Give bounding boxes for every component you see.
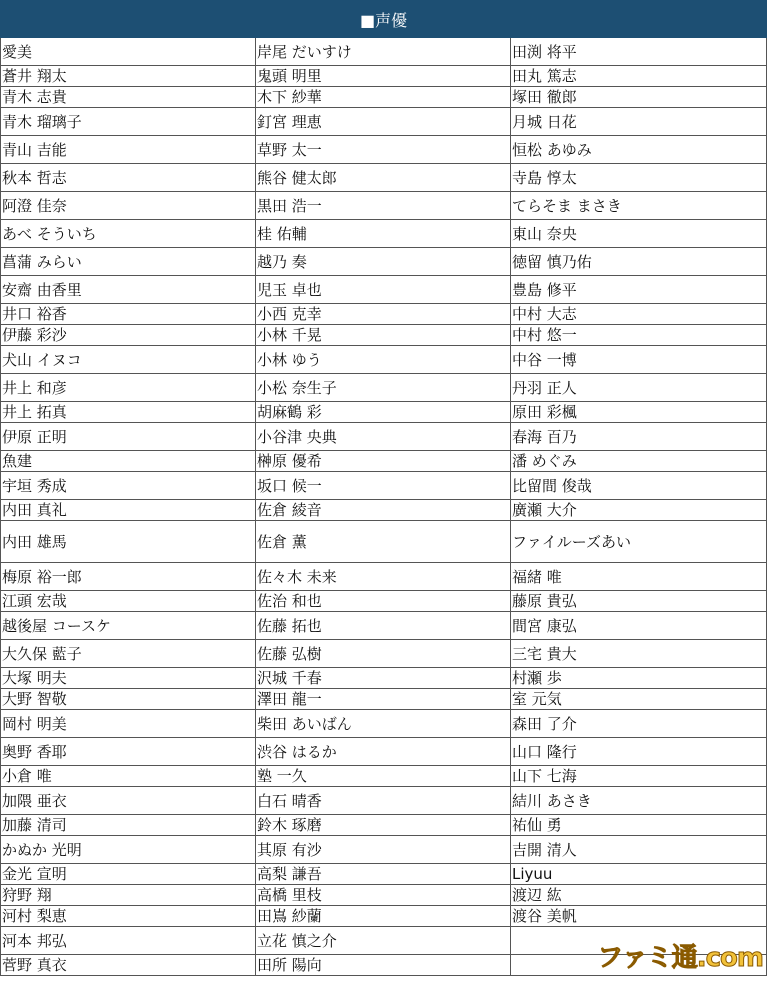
cast-name-cell: 内田 雄馬 [1, 521, 256, 563]
cast-name-cell: 金光 宣明 [1, 864, 256, 885]
cast-name-cell: 榊原 優希 [256, 451, 511, 472]
cast-name-cell: 中村 悠一 [511, 325, 767, 346]
cast-name-cell: 越後屋 コースケ [1, 612, 256, 640]
table-row [1, 885, 767, 906]
cast-name-cell: 岡村 明美 [1, 710, 256, 738]
cast-name-cell: 梅原 裕一郎 [1, 563, 256, 591]
cast-name-cell: 魚建 [1, 451, 256, 472]
cast-name-cell: 立花 慎之介 [256, 927, 511, 955]
cast-name-cell: 井口 裕香 [1, 304, 256, 325]
cast-name-cell: あべ そういち [1, 220, 256, 248]
cast-name-cell: 比留間 俊哉 [511, 472, 767, 500]
table-row [1, 472, 767, 500]
cast-name-cell: 草野 太一 [256, 136, 511, 164]
table-row [1, 738, 767, 766]
table-row [1, 710, 767, 738]
table-row [1, 192, 767, 220]
cast-name-cell: 佐々木 未来 [256, 563, 511, 591]
cast-name-cell: 小西 克幸 [256, 304, 511, 325]
table-row [1, 766, 767, 787]
cast-name-cell: 柴田 あいばん [256, 710, 511, 738]
cast-name-cell: 熊谷 健太郎 [256, 164, 511, 192]
cast-name-cell: 鈴木 琢磨 [256, 815, 511, 836]
cast-name-cell: Liyuu [511, 864, 767, 885]
table-body [1, 38, 767, 976]
cast-name-cell: 白石 晴香 [256, 787, 511, 815]
cast-name-cell: 中村 大志 [511, 304, 767, 325]
cast-name-cell: 高梨 謙吾 [256, 864, 511, 885]
cast-name-cell: 原田 彩楓 [511, 402, 767, 423]
table-row [1, 640, 767, 668]
cast-name-cell: てらそま まさき [511, 192, 767, 220]
cast-name-cell: 大塚 明夫 [1, 668, 256, 689]
cast-name-cell: 愛美 [1, 38, 256, 66]
cast-name-cell: 狩野 翔 [1, 885, 256, 906]
cast-name-cell: 児玉 卓也 [256, 276, 511, 304]
table-row [1, 164, 767, 192]
table-row [1, 836, 767, 864]
cast-name-cell: 田渕 将平 [511, 38, 767, 66]
cast-name-cell: 佐倉 綾音 [256, 500, 511, 521]
table-row [1, 864, 767, 885]
cast-name-cell: 小松 奈生子 [256, 374, 511, 402]
table-row [1, 136, 767, 164]
table-row [1, 38, 767, 66]
table-row [1, 220, 767, 248]
cast-name-cell: 山口 隆行 [511, 738, 767, 766]
cast-name-cell: 岸尾 だいすけ [256, 38, 511, 66]
cast-name-cell: 廣瀬 大介 [511, 500, 767, 521]
cast-name-cell: 寺島 惇太 [511, 164, 767, 192]
cast-name-cell: 山下 七海 [511, 766, 767, 787]
cast-name-cell: 田丸 篤志 [511, 66, 767, 87]
cast-name-cell: 越乃 奏 [256, 248, 511, 276]
table-header: ■声優 [1, 1, 767, 38]
table-row [1, 66, 767, 87]
cast-name-cell: 祐仙 勇 [511, 815, 767, 836]
cast-name-cell: 藤原 貴弘 [511, 591, 767, 612]
cast-name-cell: 佐藤 拓也 [256, 612, 511, 640]
table-row [1, 563, 767, 591]
cast-name-cell: 江頭 宏哉 [1, 591, 256, 612]
table-row [1, 108, 767, 136]
cast-name-cell: 犬山 イヌコ [1, 346, 256, 374]
cast-name-cell: 森田 了介 [511, 710, 767, 738]
table-row [1, 325, 767, 346]
cast-name-cell: 桂 佑輔 [256, 220, 511, 248]
cast-name-cell: 塾 一久 [256, 766, 511, 787]
cast-name-cell: 塚田 徹郎 [511, 87, 767, 108]
cast-name-cell: 間宮 康弘 [511, 612, 767, 640]
table-row [1, 787, 767, 815]
cast-name-cell: 黒田 浩一 [256, 192, 511, 220]
cast-name-cell: 井上 和彦 [1, 374, 256, 402]
cast-name-cell: 大野 智敬 [1, 689, 256, 710]
table-row [1, 668, 767, 689]
table-row [1, 248, 767, 276]
table-row [1, 423, 767, 451]
cast-name-cell: 秋本 哲志 [1, 164, 256, 192]
cast-name-cell: 釘宮 理恵 [256, 108, 511, 136]
cast-name-cell: 加隈 亜衣 [1, 787, 256, 815]
table-row [1, 304, 767, 325]
table-row [1, 521, 767, 563]
table-row [1, 374, 767, 402]
table-row [1, 346, 767, 374]
cast-name-cell: 中谷 一博 [511, 346, 767, 374]
cast-name-cell: 阿澄 佳奈 [1, 192, 256, 220]
cast-name-cell: 渡谷 美帆 [511, 906, 767, 927]
cast-name-cell: 奥野 香耶 [1, 738, 256, 766]
cast-name-cell: 田嶌 紗蘭 [256, 906, 511, 927]
cast-name-cell: 青山 吉能 [1, 136, 256, 164]
cast-name-cell: 吉開 清人 [511, 836, 767, 864]
table-row [1, 87, 767, 108]
cast-name-cell: 潘 めぐみ [511, 451, 767, 472]
cast-name-cell: かぬか 光明 [1, 836, 256, 864]
cast-name-cell: 澤田 龍一 [256, 689, 511, 710]
cast-name-cell: 渡辺 紘 [511, 885, 767, 906]
table-row [1, 402, 767, 423]
cast-name-cell: 蒼井 翔太 [1, 66, 256, 87]
cast-name-cell: 月城 日花 [511, 108, 767, 136]
cast-name-cell: 伊藤 彩沙 [1, 325, 256, 346]
cast-name-cell: 胡麻鶴 彩 [256, 402, 511, 423]
cast-name-cell: 加藤 清司 [1, 815, 256, 836]
cast-name-cell: 小倉 唯 [1, 766, 256, 787]
cast-name-cell: 室 元気 [511, 689, 767, 710]
cast-name-cell: 坂口 候一 [256, 472, 511, 500]
table-row [1, 906, 767, 927]
cast-name-cell: 田所 陽向 [256, 955, 511, 976]
cast-name-cell: 安齋 由香里 [1, 276, 256, 304]
cast-name-cell: 木下 紗華 [256, 87, 511, 108]
cast-name-cell: 村瀬 歩 [511, 668, 767, 689]
cast-name-cell: 小谷津 央典 [256, 423, 511, 451]
cast-name-cell: 井上 拓真 [1, 402, 256, 423]
cast-name-cell: 福緒 唯 [511, 563, 767, 591]
cast-name-cell: 春海 百乃 [511, 423, 767, 451]
table-row [1, 689, 767, 710]
cast-name-cell: 東山 奈央 [511, 220, 767, 248]
cast-name-cell: 青木 瑠璃子 [1, 108, 256, 136]
table-row [1, 451, 767, 472]
cast-name-cell: 宇垣 秀成 [1, 472, 256, 500]
cast-name-cell: 渋谷 はるか [256, 738, 511, 766]
cast-name-cell: 菖蒲 みらい [1, 248, 256, 276]
cast-name-cell: 小林 千晃 [256, 325, 511, 346]
cast-name-cell: 佐藤 弘樹 [256, 640, 511, 668]
table-row [1, 591, 767, 612]
cast-name-cell: 小林 ゆう [256, 346, 511, 374]
cast-name-cell: 徳留 慎乃佑 [511, 248, 767, 276]
cast-name-cell: 三宅 貴大 [511, 640, 767, 668]
cast-name-cell: 伊原 正明 [1, 423, 256, 451]
table-row [1, 815, 767, 836]
table-row [1, 500, 767, 521]
cast-name-cell: 豊島 修平 [511, 276, 767, 304]
cast-name-cell: 河本 邦弘 [1, 927, 256, 955]
cast-name-cell: 高橋 里枝 [256, 885, 511, 906]
cast-name-cell: 丹羽 正人 [511, 374, 767, 402]
cast-name-cell: 恒松 あゆみ [511, 136, 767, 164]
table-row [1, 276, 767, 304]
cast-name-cell: 佐倉 薫 [256, 521, 511, 563]
cast-name-cell: 佐治 和也 [256, 591, 511, 612]
cast-name-cell: 青木 志貴 [1, 87, 256, 108]
cast-name-cell: 菅野 真衣 [1, 955, 256, 976]
cast-name-cell: 内田 真礼 [1, 500, 256, 521]
cast-name-cell: 鬼頭 明里 [256, 66, 511, 87]
cast-name-cell: 沢城 千春 [256, 668, 511, 689]
cast-name-cell: 結川 あさき [511, 787, 767, 815]
famitsu-watermark: ファミ通.com [597, 943, 763, 973]
table-row [1, 612, 767, 640]
cast-name-cell: 其原 有沙 [256, 836, 511, 864]
cast-name-cell: 大久保 藍子 [1, 640, 256, 668]
cast-name-cell: ファイルーズあい [511, 521, 767, 563]
cast-name-cell: 河村 梨恵 [1, 906, 256, 927]
